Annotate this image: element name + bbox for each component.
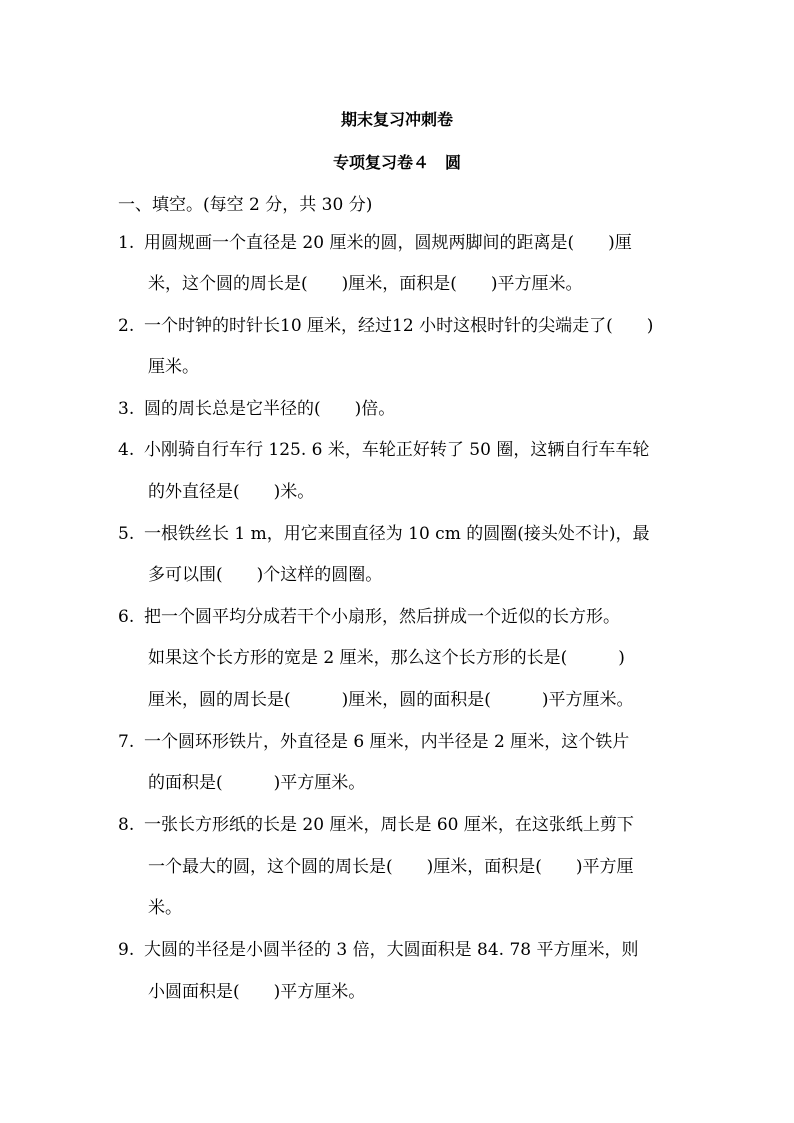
question-line: 一个时钟的时针长10 厘米，经过12 小时这根时针的尖端走了( ) xyxy=(144,316,654,336)
question-line: 如果这个长方形的宽是 2 厘米，那么这个长方形的长是( ) xyxy=(148,648,625,668)
question-line: 一张长方形纸的长是 20 厘米，周长是 60 厘米，在这张纸上剪下 xyxy=(144,815,634,835)
question-line: 的外直径是( )米。 xyxy=(148,482,315,502)
question-line: 米，这个圆的周长是( )厘米，面积是( )平方厘米。 xyxy=(148,274,583,294)
question-line: 多可以围( )个这样的圆圈。 xyxy=(148,565,383,585)
question-number: 3. xyxy=(118,399,135,419)
question-line: 一根铁丝长 1 m，用它来围直径为 10 cm 的圆圈(接头处不计)，最 xyxy=(144,524,650,544)
question-line: 小圆面积是( )平方厘米。 xyxy=(148,982,366,1002)
question-number: 1. xyxy=(118,233,135,253)
question-line: 的面积是( )平方厘米。 xyxy=(148,773,366,793)
question-number: 5. xyxy=(118,524,135,544)
question-number: 4. xyxy=(118,440,135,460)
question-line: 厘米，圆的周长是( )厘米，圆的面积是( )平方厘米。 xyxy=(148,690,634,710)
section-heading: 一、填空。(每空 2 分，共 30 分) xyxy=(118,195,373,215)
question-line: 小刚骑自行车行 125. 6 米，车轮正好转了 50 圈，这辆自行车车轮 xyxy=(144,440,650,460)
question-line: 一个最大的圆，这个圆的周长是( )厘米，面积是( )平方厘 xyxy=(148,857,634,877)
question-line: 把一个圆平均分成若干个小扇形，然后拼成一个近似的长方形。 xyxy=(144,607,620,627)
question-line: 圆的周长总是它半径的( )倍。 xyxy=(144,399,396,419)
question-number: 6. xyxy=(118,607,135,627)
question-line: 一个圆环形铁片，外直径是 6 厘米，内半径是 2 厘米，这个铁片 xyxy=(144,732,630,752)
question-number: 7. xyxy=(118,732,135,752)
question-line: 米。 xyxy=(148,898,182,918)
question-number: 9. xyxy=(118,940,135,960)
question-line: 大圆的半径是小圆半径的 3 倍，大圆面积是 84. 78 平方厘米，则 xyxy=(144,940,639,960)
page-title: 期末复习冲刺卷 xyxy=(340,110,453,129)
page-subtitle: 专项复习卷４ 圆 xyxy=(332,153,461,172)
question-line: 用圆规画一个直径是 20 厘米的圆，圆规两脚间的距离是( )厘 xyxy=(144,233,632,253)
question-line: 厘米。 xyxy=(148,357,199,377)
question-number: 8. xyxy=(118,815,135,835)
question-number: 2. xyxy=(118,316,135,336)
